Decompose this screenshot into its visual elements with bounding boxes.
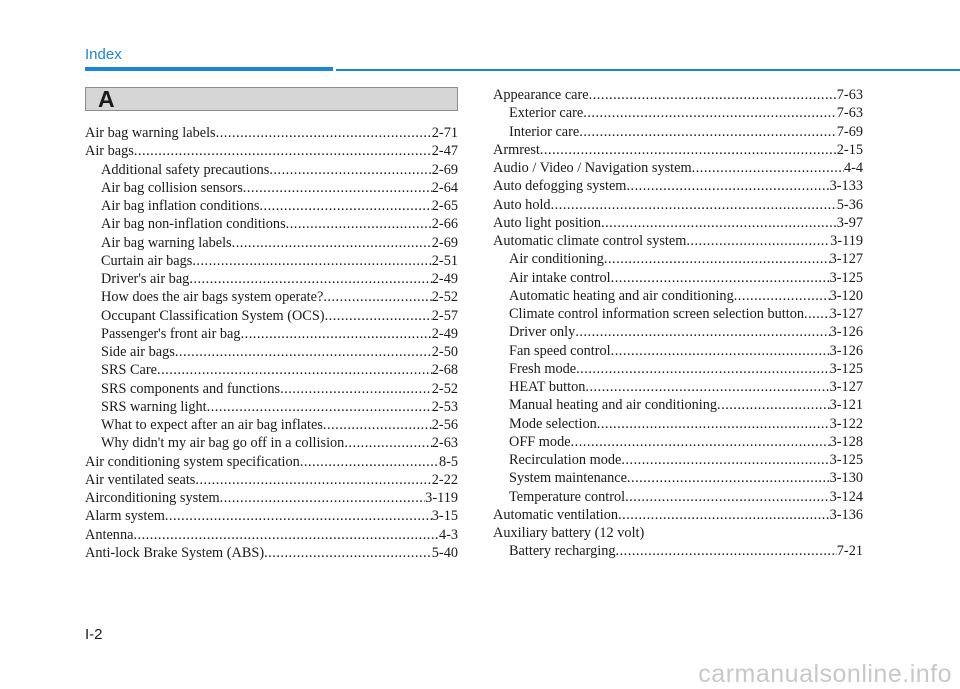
dot-leader xyxy=(344,434,431,452)
entry-term: Curtain air bags xyxy=(101,252,193,269)
dot-leader xyxy=(804,305,830,323)
dot-leader xyxy=(207,398,432,416)
index-subentry[interactable] xyxy=(493,542,863,560)
header-rule-thick xyxy=(85,67,333,71)
dot-leader xyxy=(280,380,432,398)
dot-leader xyxy=(579,123,837,141)
index-entry[interactable] xyxy=(493,141,863,159)
index-subentry[interactable] xyxy=(85,215,458,233)
entry-term: Interior care xyxy=(509,123,580,140)
entry-term: Climate control information screen selection button xyxy=(509,306,804,322)
index-subentry[interactable] xyxy=(85,434,458,452)
index-subentry[interactable] xyxy=(85,288,458,306)
entry-term: SRS components and functions xyxy=(101,380,281,397)
index-entry[interactable] xyxy=(493,214,863,232)
index-subentry[interactable] xyxy=(85,270,458,288)
index-entry[interactable] xyxy=(85,489,458,507)
dot-leader xyxy=(585,378,829,396)
entry-term: Fresh mode xyxy=(509,360,577,377)
watermark: carmanualsonline.info xyxy=(698,660,952,688)
entry-term: Manual heating and air conditioning xyxy=(509,397,718,414)
index-entry[interactable] xyxy=(85,453,458,471)
index-subentry[interactable] xyxy=(493,250,863,268)
entry-page-ref[interactable]: 3-127 xyxy=(829,379,863,395)
entry-page-ref[interactable]: 4-3 xyxy=(438,526,458,543)
entry-term: SRS Care xyxy=(101,362,158,379)
entry-page-ref[interactable]: 2-64 xyxy=(431,179,458,196)
page-number: I-2 xyxy=(85,626,103,643)
index-subentry[interactable] xyxy=(85,252,458,270)
index-subentry[interactable] xyxy=(493,104,863,122)
dot-leader xyxy=(589,86,837,104)
index-subentry[interactable] xyxy=(493,488,863,506)
entry-page-ref[interactable]: 3-15 xyxy=(431,508,458,525)
entry-term: Battery recharging xyxy=(509,543,616,560)
entry-page-ref[interactable]: 3-119 xyxy=(425,490,458,506)
dot-leader xyxy=(133,526,439,544)
entry-page-ref[interactable]: 2-51 xyxy=(431,252,458,269)
index-subentry[interactable] xyxy=(493,342,863,360)
entry-page-ref[interactable]: 2-69 xyxy=(431,161,458,178)
dot-leader xyxy=(175,343,432,361)
index-entry[interactable] xyxy=(493,232,863,250)
index-subentry[interactable] xyxy=(85,398,458,416)
entry-page-ref[interactable]: 3-133 xyxy=(829,178,863,195)
entry-term: Air bags xyxy=(85,143,134,160)
index-column-right xyxy=(493,86,863,561)
entry-page-ref[interactable]: 2-63 xyxy=(431,435,458,452)
index-subentry[interactable] xyxy=(493,415,863,433)
dot-leader xyxy=(157,361,432,379)
entry-term: Mode selection xyxy=(509,415,597,432)
index-subentry[interactable] xyxy=(493,451,863,469)
dot-leader xyxy=(241,325,432,343)
entry-page-ref[interactable]: 3-125 xyxy=(829,269,863,286)
entry-term: Temperature control xyxy=(509,488,626,505)
dot-leader xyxy=(189,270,431,288)
dot-leader xyxy=(551,196,837,214)
entry-page-ref[interactable]: 2-47 xyxy=(431,143,458,160)
dot-leader xyxy=(571,433,830,451)
entry-term: Appearance care xyxy=(493,87,589,103)
entry-term: Alarm system xyxy=(85,508,165,525)
entry-page-ref[interactable]: 2-68 xyxy=(431,362,458,379)
index-subentry[interactable] xyxy=(493,287,863,305)
index-subentry[interactable] xyxy=(85,307,458,325)
entry-page-ref[interactable]: 2-52 xyxy=(431,380,458,397)
dot-leader xyxy=(616,542,837,560)
entry-term: Occupant Classification System (OCS) xyxy=(101,307,325,324)
entry-page-ref[interactable]: 2-66 xyxy=(431,216,458,233)
index-entry[interactable] xyxy=(493,506,863,524)
dot-leader xyxy=(627,469,830,487)
dot-leader xyxy=(611,269,830,287)
index-subentry[interactable] xyxy=(493,469,863,487)
dot-leader xyxy=(216,124,432,142)
entry-page-ref[interactable]: 3-128 xyxy=(829,433,863,450)
entry-term: Side air bags xyxy=(101,344,175,360)
entry-term: Air bag inflation conditions xyxy=(101,198,260,214)
dot-leader xyxy=(626,177,829,195)
index-subentry[interactable] xyxy=(85,234,458,252)
entry-term: Automatic heating and air conditioning xyxy=(509,287,734,304)
index-subentry[interactable] xyxy=(493,396,863,414)
entry-term: SRS warning light xyxy=(101,398,207,415)
entry-page-ref[interactable]: 3-136 xyxy=(829,506,863,523)
entry-term: How does the air bags system operate? xyxy=(101,289,324,306)
entry-page-ref[interactable]: 2-56 xyxy=(431,417,458,433)
index-entry[interactable] xyxy=(85,124,458,142)
entry-term: Auxiliary battery (12 volt) xyxy=(493,525,645,541)
dot-leader xyxy=(686,232,830,250)
index-entry[interactable] xyxy=(493,159,863,177)
entry-term: Automatic ventilation xyxy=(493,506,619,523)
entry-term: Automatic climate control system xyxy=(493,233,687,249)
entry-page-ref[interactable]: 3-97 xyxy=(836,214,863,231)
entry-term: What to expect after an air bag inflates xyxy=(101,417,323,433)
index-subentry[interactable] xyxy=(493,269,863,287)
entry-page-ref[interactable]: 7-21 xyxy=(836,543,863,560)
entry-term: Air conditioning system specification xyxy=(85,453,300,470)
index-subentry[interactable] xyxy=(493,433,863,451)
header-title: Index xyxy=(85,46,122,63)
entry-term: Exterior care xyxy=(509,105,584,122)
entry-page-ref[interactable]: 3-127 xyxy=(829,306,863,322)
index-subentry[interactable] xyxy=(493,123,863,141)
entry-term: Air bag non-inflation conditions xyxy=(101,216,286,233)
index-subentry[interactable] xyxy=(493,360,863,378)
index-subentry[interactable] xyxy=(85,343,458,361)
section-header xyxy=(85,87,458,111)
entry-term: Audio / Video / Navigation system xyxy=(493,160,692,176)
entry-page-ref[interactable]: 7-63 xyxy=(836,105,863,122)
entry-term: HEAT button xyxy=(509,379,586,395)
index-entry[interactable] xyxy=(493,177,863,195)
section-letter: A xyxy=(98,86,115,112)
dot-leader xyxy=(259,197,431,215)
entry-term: OFF mode xyxy=(509,433,571,450)
entry-term: Driver's air bag xyxy=(101,271,190,287)
entry-page-ref[interactable]: 2-15 xyxy=(836,141,863,158)
index-entry[interactable] xyxy=(493,86,863,104)
entry-term: Passenger's front air bag xyxy=(101,325,241,342)
entry-term: Auto defogging system xyxy=(493,178,627,195)
entry-page-ref[interactable]: 7-69 xyxy=(836,123,863,140)
index-entry[interactable] xyxy=(85,142,458,160)
entry-page-ref[interactable]: 2-52 xyxy=(431,289,458,306)
entry-page-ref[interactable]: 8-5 xyxy=(438,453,458,470)
dot-leader xyxy=(264,544,432,562)
dot-leader xyxy=(717,396,830,414)
dot-leader xyxy=(692,159,844,177)
dot-leader xyxy=(576,360,830,378)
dot-leader xyxy=(220,489,426,507)
entry-term: System maintenance xyxy=(509,470,627,487)
entry-page-ref[interactable]: 2-57 xyxy=(431,307,458,324)
index-entry[interactable] xyxy=(85,471,458,489)
dot-leader xyxy=(325,307,432,325)
index-entry[interactable] xyxy=(493,524,863,542)
entry-page-ref[interactable]: 2-69 xyxy=(431,234,458,251)
dot-leader xyxy=(192,252,431,270)
entry-page-ref[interactable]: 3-121 xyxy=(829,397,863,414)
index-subentry[interactable] xyxy=(85,380,458,398)
entry-term: Armrest xyxy=(493,141,540,158)
entry-page-ref[interactable]: 2-49 xyxy=(431,325,458,342)
dot-leader xyxy=(611,342,830,360)
dot-leader xyxy=(625,488,830,506)
index-subentry[interactable] xyxy=(85,197,458,215)
dot-leader xyxy=(601,214,837,232)
entry-term: Additional safety precautions xyxy=(101,161,270,178)
entry-page-ref[interactable]: 2-53 xyxy=(431,398,458,415)
entry-term: Anti-lock Brake System (ABS) xyxy=(85,544,265,561)
index-subentry[interactable] xyxy=(85,325,458,343)
entry-page-ref[interactable]: 2-71 xyxy=(431,125,458,141)
entry-page-ref[interactable]: 3-120 xyxy=(829,287,863,304)
dot-leader xyxy=(604,250,830,268)
dot-leader xyxy=(195,471,431,489)
index-subentry[interactable] xyxy=(85,161,458,179)
dot-leader xyxy=(734,287,830,305)
dot-leader xyxy=(575,323,829,341)
entry-page-ref[interactable]: 3-119 xyxy=(830,233,863,249)
index-column-left xyxy=(85,124,458,562)
entry-page-ref[interactable]: 2-22 xyxy=(431,471,458,488)
header-rule-thin xyxy=(336,69,960,71)
dot-leader xyxy=(621,451,829,469)
dot-leader xyxy=(243,179,432,197)
dot-leader xyxy=(323,288,431,306)
index-entry[interactable] xyxy=(493,196,863,214)
entry-page-ref[interactable]: 4-4 xyxy=(843,160,863,176)
index-subentry[interactable] xyxy=(493,378,863,396)
dot-leader xyxy=(269,161,431,179)
entry-page-ref[interactable]: 2-49 xyxy=(431,271,458,287)
entry-page-ref[interactable]: 3-130 xyxy=(829,470,863,487)
dot-leader xyxy=(618,506,830,524)
dot-leader xyxy=(232,234,432,252)
dot-leader xyxy=(597,415,830,433)
entry-term: Why didn't my air bag go off in a collision xyxy=(101,435,345,452)
dot-leader xyxy=(134,142,432,160)
entry-term: Air bag warning labels xyxy=(85,125,216,141)
entry-term: Airconditioning system xyxy=(85,490,220,506)
entry-page-ref[interactable]: 3-125 xyxy=(829,360,863,377)
entry-page-ref[interactable]: 5-36 xyxy=(836,196,863,213)
entry-term: Air bag collision sensors xyxy=(101,179,243,196)
dot-leader xyxy=(540,141,837,159)
index-entry[interactable] xyxy=(85,526,458,544)
entry-term: Antenna xyxy=(85,526,134,543)
entry-page-ref[interactable]: 3-127 xyxy=(829,251,863,268)
entry-page-ref[interactable]: 5-40 xyxy=(431,544,458,561)
index-subentry[interactable] xyxy=(493,305,863,323)
entry-term: Air ventilated seats xyxy=(85,471,196,488)
entry-term: Fan speed control xyxy=(509,342,611,359)
entry-page-ref[interactable]: 3-124 xyxy=(829,488,863,505)
entry-page-ref[interactable]: 3-122 xyxy=(829,415,863,432)
entry-page-ref[interactable]: 3-125 xyxy=(829,452,863,468)
dot-leader xyxy=(323,416,432,434)
entry-page-ref[interactable]: 2-65 xyxy=(431,198,458,214)
entry-page-ref[interactable]: 3-126 xyxy=(829,324,863,341)
entry-page-ref[interactable]: 3-126 xyxy=(829,342,863,359)
index-subentry[interactable] xyxy=(85,361,458,379)
dot-leader xyxy=(300,453,439,471)
index-entry[interactable] xyxy=(85,507,458,525)
entry-page-ref[interactable]: 7-63 xyxy=(836,87,863,103)
entry-page-ref[interactable]: 2-50 xyxy=(431,344,458,360)
entry-term: Auto hold xyxy=(493,196,551,213)
entry-term: Recirculation mode xyxy=(509,452,622,468)
entry-term: Air bag warning labels xyxy=(101,234,232,251)
index-subentry[interactable] xyxy=(85,416,458,434)
entry-term: Air intake control xyxy=(509,269,611,286)
entry-term: Air conditioning xyxy=(509,251,604,268)
index-subentry[interactable] xyxy=(85,179,458,197)
entry-term: Auto light position xyxy=(493,214,602,231)
entry-term: Driver only xyxy=(509,324,576,341)
dot-leader xyxy=(583,104,837,122)
dot-leader xyxy=(165,507,432,525)
index-subentry[interactable] xyxy=(493,323,863,341)
dot-leader xyxy=(286,215,432,233)
index-entry[interactable] xyxy=(85,544,458,562)
